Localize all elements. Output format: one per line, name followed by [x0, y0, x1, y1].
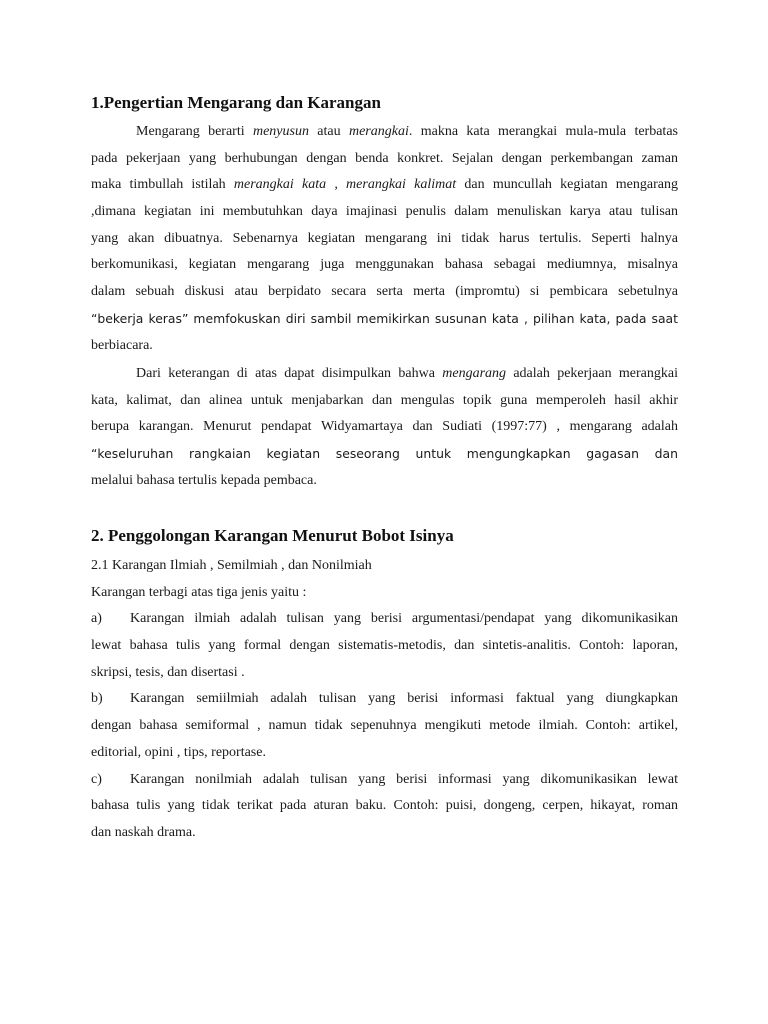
paragraph-line: berbiacara. [91, 337, 153, 353]
paragraph-line: berkomunikasi, kegiatan mengarang juga menggunakan bahasa sebagai mediumnya, misalnya [91, 257, 678, 273]
list-item-line: dan naskah drama. [91, 824, 196, 840]
text-run: Karangan semiilmiah adalah tulisan yang berisi informasi faktual yang diungkapkan [130, 691, 678, 707]
text-run: atau [308, 124, 349, 139]
section-1-paragraph-2 [91, 361, 678, 494]
text-run: . makna kata merangkai mula-mula terbatas [408, 124, 678, 139]
paragraph-line: melalui bahasa tertulis kepada pembaca. [91, 472, 317, 488]
list-item-c [91, 767, 678, 847]
section-2-body [91, 553, 678, 847]
text-run: adalah pekerjaan merangkai [506, 366, 678, 381]
text-run: maka timbullah istilah [91, 177, 234, 193]
paragraph-line: “bekerja keras” memfokuskan diri sambil memikirkan susunan kata , pilihan kata, pada saat [91, 310, 678, 326]
list-item-line: dengan bahasa semiformal , namun tidak sepenuhnya mengikuti metode ilmiah. Contoh: artikel, [91, 718, 678, 734]
text-run: Dari keterangan di atas dapat disimpulkan bahwa [136, 366, 443, 381]
list-item-line: lewat bahasa tulis yang formal dengan sistematis-metodis, dan sintetis-analitis. Contoh: laporan, [91, 638, 678, 654]
text-run: Karangan nonilmiah adalah tulisan yang berisi informasi yang dikomunikasikan lewat [130, 771, 678, 787]
intro-text: Karangan terbagi atas tiga jenis yaitu : [91, 584, 307, 600]
text-run: Karangan ilmiah adalah tulisan yang berisi argumentasi/pendapat yang dikomunikasikan [130, 611, 678, 627]
list-item-line: bahasa tulis yang tidak terikat pada aturan baku. Contoh: puisi, dongeng, cerpen, hikayat, roman [91, 798, 678, 814]
text-run: Mengarang berarti [136, 124, 253, 139]
list-label: c) [91, 771, 102, 787]
paragraph-line: pada pekerjaan yang berhubungan dengan benda konkret. Sejalan dengan perkembangan zaman [91, 150, 678, 166]
paragraph-line: berupa karangan. Menurut pendapat Widyamartaya dan Sudiati (1997:77) , mengarang adalah [91, 419, 678, 435]
italic-term: menyusun [252, 124, 309, 139]
list-label: b) [91, 691, 103, 707]
subheading: 2.1 Karangan Ilmiah , Semilmiah , dan Nonilmiah [91, 558, 372, 573]
list-item-a [91, 606, 678, 686]
paragraph-line: ,dimana kegiatan ini membutuhkan daya imajinasi penulis dalam menuliskan karya atau tulisan [91, 204, 678, 220]
paragraph-line: yang akan dibuatnya. Sebenarnya kegiatan mengarang ini tidak harus tertulis. Seperti halnya [91, 230, 678, 246]
italic-term: merangkai kata , merangkai kalimat [233, 177, 457, 193]
list-item-b [91, 686, 678, 766]
list-item-line [91, 767, 678, 794]
section-1-paragraph-1 [91, 119, 678, 359]
list-item-line [91, 606, 678, 633]
section-2-heading: 2. Penggolongan Karangan Menurut Bobot Isinya [91, 526, 454, 545]
italic-term: mengarang [442, 366, 507, 381]
list-item-line: skripsi, tesis, dan disertasi . [91, 664, 245, 680]
paragraph-line: kata, kalimat, dan alinea untuk menjabarkan dan mengulas topik guna memperoleh hasil akhir [91, 392, 678, 408]
text-run: dan muncullah kegiatan mengarang [456, 177, 678, 193]
paragraph-line [91, 172, 678, 199]
section-1-heading: 1.Pengertian Mengarang dan Karangan [91, 93, 381, 112]
paragraph-line [91, 361, 678, 388]
list-item-line: editorial, opini , tips, reportase. [91, 744, 266, 760]
paragraph-line: “keseluruhan rangkaian kegiatan seseorang untuk mengungkapkan gagasan dan [91, 446, 678, 462]
paragraph-line: dalam sebuah diskusi atau berpidato secara serta merta (impromtu) si pembicara sebetulnya [91, 284, 678, 300]
list-label: a) [91, 611, 102, 627]
italic-term: merangkai [348, 124, 409, 139]
list-item-line [91, 686, 678, 713]
paragraph-line [91, 119, 678, 146]
